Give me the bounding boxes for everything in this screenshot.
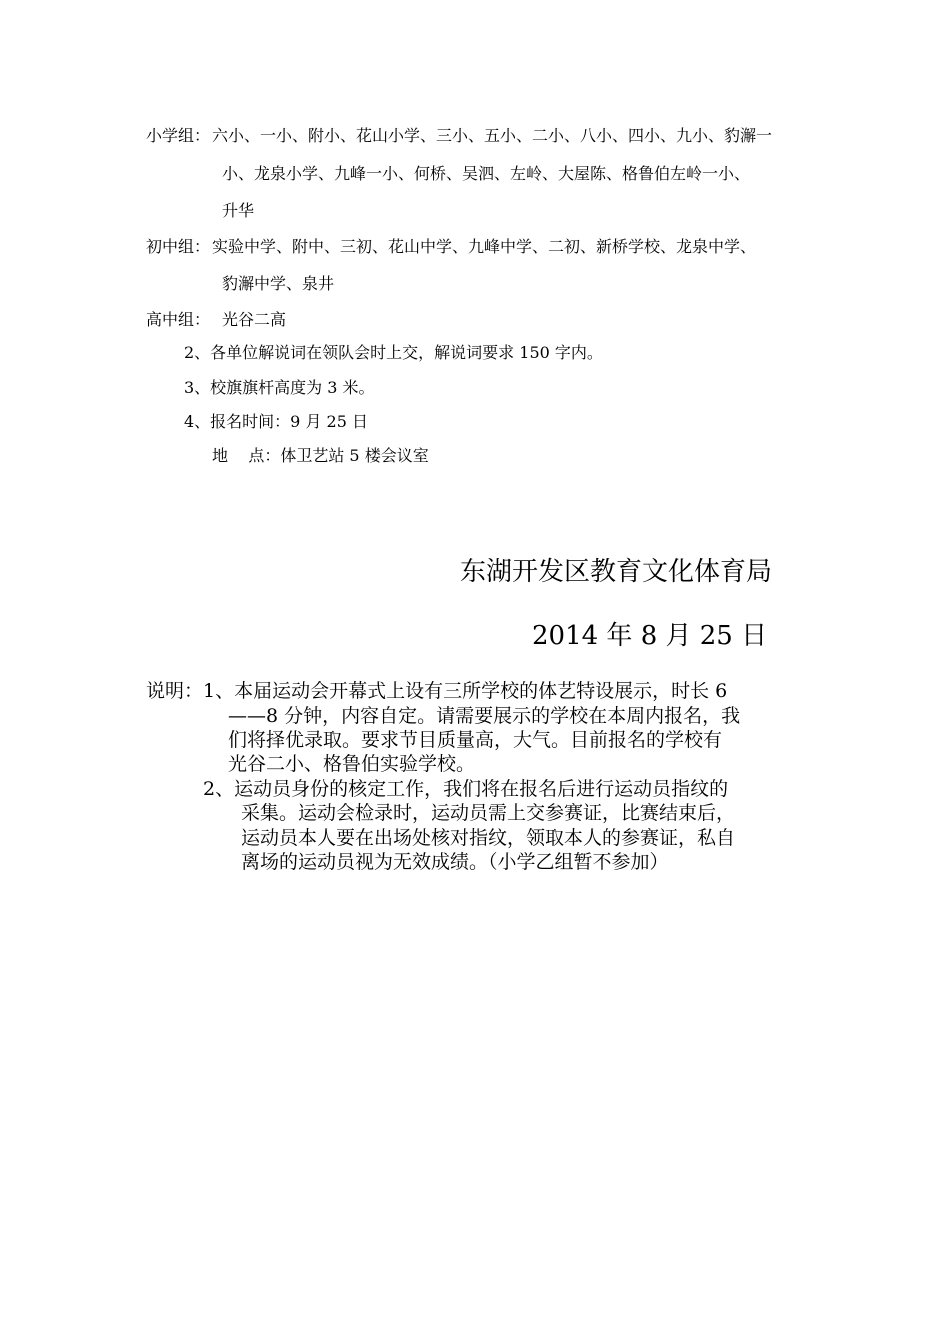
senior-group-label: 高中组： xyxy=(146,310,211,329)
primary-group-line-1: 六小、一小、附小、花山小学、三小、五小、二小、八小、四小、九小、豹澥一 xyxy=(212,126,773,145)
primary-group-line-3: 升华 xyxy=(222,201,255,220)
note-2-line-3: 运动员本人要在出场处核对指纹，领取本人的参赛证，私自 xyxy=(241,827,736,849)
issuing-organization: 东湖开发区教育文化体育局 xyxy=(460,557,773,587)
junior-group-line-1: 实验中学、附中、三初、花山中学、九峰中学、二初、新桥学校、龙泉中学、 xyxy=(212,237,757,256)
note-1-line-3: 们将择优录取。要求节目质量高，大气。目前报名的学校有 xyxy=(228,729,723,751)
notes-label: 说明： xyxy=(146,680,204,702)
junior-group-line-2: 豹澥中学、泉井 xyxy=(222,274,335,293)
item-2: 2、各单位解说词在领队会时上交，解说词要求 150 字内。 xyxy=(184,343,603,362)
primary-group-line-2: 小、龙泉小学、九峰一小、何桥、吴泗、左岭、大屋陈、格鲁伯左岭一小、 xyxy=(222,164,751,183)
note-1-line-4: 光谷二小、格鲁伯实验学校。 xyxy=(228,753,476,775)
note-1-line-2: ——8 分钟，内容自定。请需要展示的学校在本周内报名，我 xyxy=(228,705,741,727)
junior-group-label: 初中组： xyxy=(146,237,211,256)
item-3: 3、校旗旗杆高度为 3 米。 xyxy=(184,378,375,397)
issue-date: 2014 年 8 月 25 日 xyxy=(532,621,768,651)
note-1-line-1: 1、本届运动会开幕式上设有三所学校的体艺特设展示，时长 6 xyxy=(203,680,728,702)
note-2-line-4: 离场的运动员视为无效成绩。（小学乙组暂不参加） xyxy=(241,851,669,873)
note-2-line-1: 2、运动员身份的核定工作，我们将在报名后进行运动员指纹的 xyxy=(203,778,729,800)
primary-group-label: 小学组： xyxy=(146,126,211,145)
note-2-line-2: 采集。运动会检录时，运动员需上交参赛证，比赛结束后， xyxy=(241,802,736,824)
item-4: 4、报名时间：9 月 25 日 xyxy=(184,412,368,431)
senior-group-line-1: 光谷二高 xyxy=(222,310,287,329)
location-line: 地 点：体卫艺站 5 楼会议室 xyxy=(212,446,429,465)
